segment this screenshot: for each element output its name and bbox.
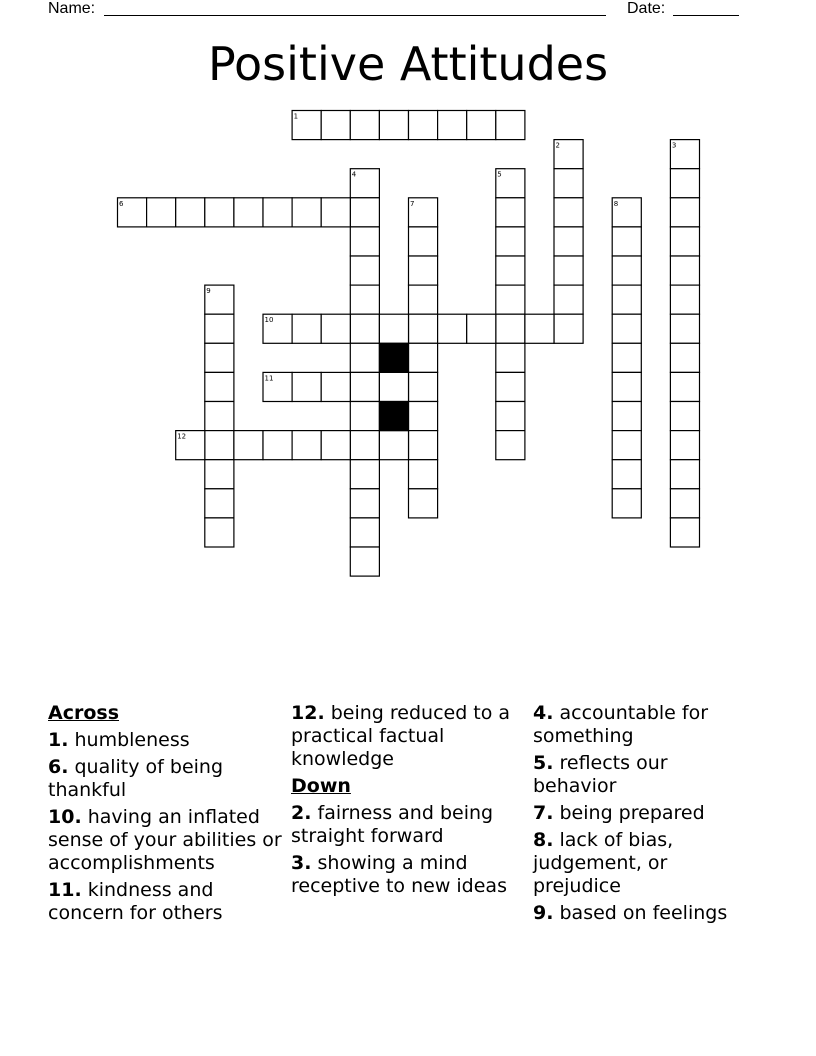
grid-cell[interactable] — [409, 372, 438, 401]
grid-cell[interactable] — [234, 198, 263, 227]
clue-column-2 — [291, 702, 521, 902]
grid-cell[interactable] — [350, 256, 379, 285]
grid-cell[interactable] — [496, 314, 525, 343]
grid-cell[interactable] — [496, 198, 525, 227]
grid-cell[interactable] — [670, 431, 699, 460]
grid-cell[interactable] — [234, 431, 263, 460]
grid-block — [379, 343, 408, 372]
grid-cell[interactable] — [379, 111, 408, 140]
grid-cell[interactable] — [670, 314, 699, 343]
grid-cell[interactable] — [525, 314, 554, 343]
grid-cell[interactable] — [263, 431, 292, 460]
clue-number-label: 10 — [264, 316, 274, 325]
grid-cell[interactable] — [554, 169, 583, 198]
clue-number-label: 12 — [177, 432, 187, 441]
clue-number-label: 2 — [555, 141, 560, 150]
grid-cell[interactable] — [409, 460, 438, 489]
grid-cell[interactable] — [612, 489, 641, 518]
grid-cell[interactable] — [321, 372, 350, 401]
grid-cell[interactable] — [612, 343, 641, 372]
down-clue-3: 3. showing a mind receptive to new ideas — [291, 852, 507, 897]
grid-cell[interactable] — [292, 198, 321, 227]
grid-cell[interactable] — [321, 111, 350, 140]
grid-cell[interactable] — [205, 431, 234, 460]
grid-cell[interactable] — [496, 111, 525, 140]
grid-cell[interactable] — [147, 198, 176, 227]
clue-number-label: 1 — [293, 112, 299, 121]
grid-cell[interactable] — [379, 431, 408, 460]
grid-cell[interactable] — [670, 489, 699, 518]
clue-number-label: 11 — [264, 374, 274, 383]
down-clue-4: 4. accountable for something — [533, 702, 709, 747]
grid-cell[interactable] — [496, 431, 525, 460]
name-label: Name: — [48, 0, 96, 17]
clue-number-label: 3 — [671, 141, 677, 150]
grid-cell[interactable] — [612, 372, 641, 401]
grid-cell[interactable] — [321, 198, 350, 227]
clue-number-label: 4 — [351, 170, 357, 179]
grid-cell[interactable] — [409, 489, 438, 518]
grid-cell[interactable] — [409, 256, 438, 285]
grid-cell[interactable] — [321, 314, 350, 343]
grid-cell[interactable] — [554, 198, 583, 227]
grid-cell[interactable] — [670, 460, 699, 489]
grid-cell[interactable] — [350, 489, 379, 518]
grid-cell[interactable] — [409, 431, 438, 460]
down-heading: Down — [291, 775, 351, 797]
clue-number-label: 7 — [410, 199, 415, 208]
grid-cell[interactable] — [292, 372, 321, 401]
across-clue-1: 1. humbleness — [48, 729, 190, 751]
grid-cell[interactable] — [496, 285, 525, 314]
down-clue-5: 5. reflects our behavior — [533, 752, 668, 797]
date-label: Date: — [627, 0, 666, 17]
grid-cell[interactable] — [670, 402, 699, 431]
grid-cell[interactable] — [467, 314, 496, 343]
grid-cell[interactable] — [612, 460, 641, 489]
grid-cell[interactable] — [350, 198, 379, 227]
grid-cell[interactable] — [409, 227, 438, 256]
grid-cell[interactable] — [350, 372, 379, 401]
grid-cell[interactable] — [409, 343, 438, 372]
grid-cell[interactable] — [467, 111, 496, 140]
grid-cell[interactable] — [350, 518, 379, 547]
grid-cell[interactable] — [292, 314, 321, 343]
grid-cell[interactable] — [205, 518, 234, 547]
grid-cell[interactable] — [205, 343, 234, 372]
clue-number-label: 5 — [497, 170, 502, 179]
grid-cell[interactable] — [670, 285, 699, 314]
grid-cell[interactable] — [409, 285, 438, 314]
grid-cell[interactable] — [350, 402, 379, 431]
across-heading: Across — [48, 702, 120, 724]
clue-number-label: 8 — [613, 199, 619, 208]
grid-cell[interactable] — [670, 256, 699, 285]
grid-cell[interactable] — [379, 314, 408, 343]
grid-cell[interactable] — [612, 431, 641, 460]
grid-cell[interactable] — [205, 402, 234, 431]
grid-cell[interactable] — [350, 285, 379, 314]
clue-list — [48, 702, 748, 1002]
grid-cell[interactable] — [670, 343, 699, 372]
grid-cell[interactable] — [350, 227, 379, 256]
grid-cell[interactable] — [612, 402, 641, 431]
grid-cell[interactable] — [612, 314, 641, 343]
grid-cell[interactable] — [554, 256, 583, 285]
grid-cell[interactable] — [438, 314, 467, 343]
clue-number-label: 9 — [206, 287, 211, 296]
grid-cell[interactable] — [612, 285, 641, 314]
grid-cell[interactable] — [670, 372, 699, 401]
grid-cell[interactable] — [554, 227, 583, 256]
grid-cell[interactable] — [321, 431, 350, 460]
grid-cell[interactable] — [205, 489, 234, 518]
grid-cell[interactable] — [292, 431, 321, 460]
down-clue-2: 2. fairness and being straight forward — [291, 802, 494, 847]
down-clue-8: 8. lack of bias, judgement, or prejudice — [533, 829, 674, 897]
grid-cell[interactable] — [670, 227, 699, 256]
grid-cell[interactable] — [409, 314, 438, 343]
grid-cell[interactable] — [496, 372, 525, 401]
grid-cell[interactable] — [409, 111, 438, 140]
down-clue-9: 9. based on feelings — [533, 902, 728, 924]
grid-cell[interactable] — [350, 343, 379, 372]
clue-column-3 — [533, 702, 748, 929]
grid-cell[interactable] — [670, 518, 699, 547]
grid-cell[interactable] — [438, 111, 467, 140]
down-clue-7: 7. being prepared — [533, 802, 705, 824]
grid-cell[interactable] — [554, 285, 583, 314]
clue-column-1 — [48, 702, 284, 929]
grid-cell[interactable] — [350, 547, 379, 576]
grid-cell[interactable] — [205, 372, 234, 401]
clue-number-label: 6 — [119, 199, 124, 208]
grid-cell[interactable] — [409, 402, 438, 431]
grid-cell[interactable] — [350, 314, 379, 343]
grid-cell[interactable] — [496, 402, 525, 431]
grid-cell[interactable] — [496, 227, 525, 256]
across-clue-12: 12. being reduced to a practical factual knowledge — [291, 702, 511, 770]
across-clue-6: 6. quality of being thankful — [48, 756, 224, 801]
across-clue-10: 10. having an inflated sense of your abilities or accomplishments — [48, 806, 282, 874]
grid-cell[interactable] — [379, 372, 408, 401]
across-clue-11: 11. kindness and concern for others — [48, 879, 223, 924]
grid-cell[interactable] — [612, 227, 641, 256]
grid-cell[interactable] — [263, 198, 292, 227]
grid-cell[interactable] — [350, 460, 379, 489]
page-title: Positive Attitudes — [207, 37, 609, 91]
grid-cell[interactable] — [496, 256, 525, 285]
grid-cell[interactable] — [205, 314, 234, 343]
grid-cell[interactable] — [554, 314, 583, 343]
grid-cell[interactable] — [612, 256, 641, 285]
grid-cell[interactable] — [205, 198, 234, 227]
grid-cell[interactable] — [350, 111, 379, 140]
grid-cell[interactable] — [670, 198, 699, 227]
grid-cell[interactable] — [350, 431, 379, 460]
grid-cell[interactable] — [176, 198, 205, 227]
grid-cell[interactable] — [205, 460, 234, 489]
grid-block — [379, 402, 408, 431]
grid-cell[interactable] — [496, 343, 525, 372]
grid-cell[interactable] — [670, 169, 699, 198]
